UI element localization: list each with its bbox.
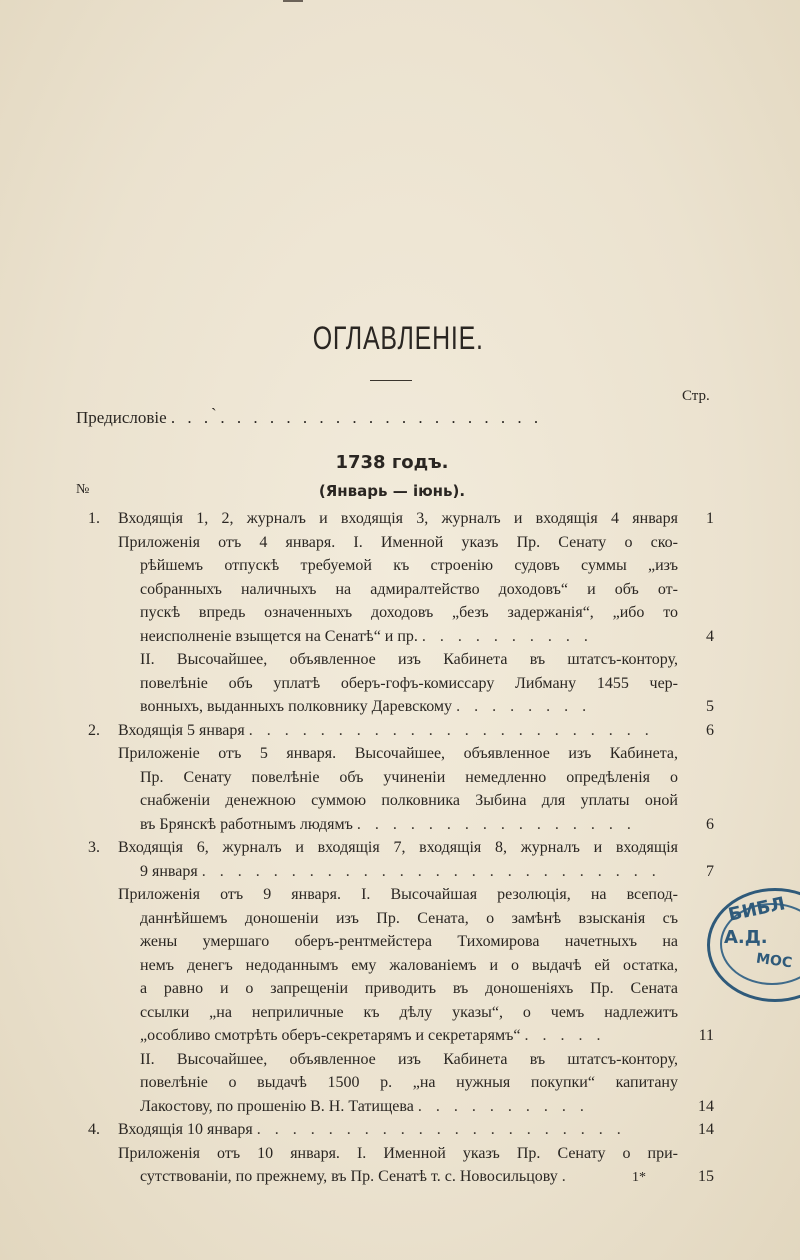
toc-page-number: 15 (698, 1168, 714, 1185)
toc-row (0, 648, 800, 672)
toc-entry-text (140, 813, 678, 837)
toc-entry-text-content: Входящія 10 января (118, 1121, 253, 1138)
toc-entry-text (140, 766, 678, 790)
toc-row[interactable] (0, 813, 800, 837)
toc-row (0, 531, 800, 555)
toc-row (0, 1001, 800, 1025)
toc-row[interactable] (0, 719, 800, 743)
toc-row (0, 1142, 800, 1166)
preface-leader: . . . ̀. . . . . . . . . . . . . . . . . . . . (170, 408, 543, 427)
toc-entry-text (118, 836, 678, 860)
toc-entry-text-content: Приложеніе отъ 5 января. Высочайшее, объявленное изъ Кабинета, (118, 745, 678, 762)
toc-entry-text (140, 860, 678, 884)
toc-entry-text-content: неисполненіе взыщется на Сенатѣ“ и пр. (140, 627, 418, 645)
top-edge-mark (283, 0, 303, 8)
page-title: ОГЛАВЛЕНІЕ. (312, 320, 484, 356)
toc-entry-text-content: а равно и о запрещеніи приводить въ доношеніяхъ Пр. Сената (140, 980, 678, 997)
toc-entry-text (140, 907, 678, 931)
toc-entry-text (140, 1048, 678, 1072)
toc-entry-text-content: рѣйшемъ отпускѣ требуемой къ строенію судовъ суммы „изъ (140, 557, 678, 574)
toc-entry-text-content: II. Высочайшее, объявленное изъ Кабинета въ штатсъ-контору, (140, 651, 678, 668)
toc-entry-text (118, 883, 678, 907)
toc-row (0, 672, 800, 696)
stamp-text-line-3: МОС (755, 950, 794, 972)
toc-entry-text (140, 578, 678, 602)
toc-entry-text-content: Приложенія отъ 4 января. I. Именной указъ Пр. Сенату о ско- (118, 533, 678, 551)
number-sign-label: № (76, 482, 90, 497)
toc-row[interactable] (0, 1024, 800, 1048)
preface-label: Предисловіе (76, 408, 167, 427)
preface-entry[interactable] (76, 408, 650, 428)
toc-entry-text (118, 1118, 678, 1142)
toc-page-number: 6 (706, 815, 714, 833)
title-rule (370, 380, 412, 381)
section-period-heading: (Январь — іюнь). (318, 482, 466, 500)
toc-entry-number: 4. (88, 1121, 100, 1138)
toc-entry-text (118, 531, 678, 555)
toc-entry-text-content: пускѣ впредь означенныхъ доходовъ „безъ задержанія“, „ибо то (140, 604, 678, 621)
toc-page-number: 6 (706, 721, 714, 739)
table-of-contents (0, 507, 800, 1189)
toc-entry-text-content: даннѣйшемъ доношеніи изъ Пр. Сената, о замѣнѣ взысканія съ (140, 909, 678, 927)
toc-entry-text (140, 977, 678, 1001)
toc-entry-text-content: Входящія 5 января (118, 721, 245, 739)
toc-entry-text-content: Лакостову, по прошенію В. Н. Татищева (140, 1097, 414, 1115)
toc-entry-text-content: Приложенія отъ 9 января. I. Высочайшая резолюція, на всепод- (118, 886, 678, 903)
toc-row (0, 789, 800, 813)
dot-leader: . . . . . . . . (456, 698, 592, 715)
toc-entry-text-content: жены умершаго оберъ-рентмейстера Тихомирова начетныхъ на (140, 933, 678, 950)
toc-row (0, 907, 800, 931)
toc-entry-text-content: II. Высочайшее, объявленное изъ Кабинета въ штатсъ-контору, (140, 1050, 678, 1068)
toc-row (0, 578, 800, 602)
toc-entry-number: 2. (88, 721, 100, 739)
section-year-heading: 1738 годъ. (335, 452, 449, 473)
toc-page-number: 4 (706, 627, 714, 645)
toc-entry-text (118, 507, 678, 531)
toc-entry-text (140, 1024, 678, 1048)
toc-page-number: 1 (706, 510, 714, 527)
toc-page-number: 11 (698, 1027, 714, 1044)
toc-row (0, 1071, 800, 1095)
toc-entry-text (118, 719, 678, 743)
toc-entry-text (140, 954, 678, 978)
toc-row[interactable] (0, 860, 800, 884)
stamp-text-line-2: А.Д. (724, 927, 768, 948)
signature-mark: 1* (632, 1170, 646, 1185)
toc-entry-text (140, 672, 678, 696)
toc-entry-text-content: Приложенія отъ 10 января. I. Именной указъ Пр. Сенату о при- (118, 1144, 678, 1162)
toc-entry-text-content: снабженіи денежною суммою полковника Зыбина для уплаты оной (140, 792, 678, 809)
toc-entry-text-content: „особливо смотрѣть оберъ-секретарямъ и секретарямъ“ (140, 1027, 521, 1044)
toc-row (0, 977, 800, 1001)
toc-entry-text-content: Входящія 6, журналъ и входящія 7, входящія 8, журналъ и входящія (118, 839, 678, 856)
toc-entry-text-content: немъ денегъ недоданнымъ ему жалованіемъ и о выдачѣ ей остатка, (140, 956, 678, 974)
toc-entry-text (118, 742, 678, 766)
toc-entry-text (140, 695, 678, 719)
toc-row (0, 742, 800, 766)
toc-entry-text-content: повелѣніе объ уплатѣ оберъ-гофъ-комиссару Либману 1455 чер- (140, 674, 678, 692)
toc-row (0, 954, 800, 978)
toc-entry-text (140, 648, 678, 672)
toc-entry-number: 1. (88, 510, 100, 527)
dot-leader: . . . . . . . . . . . . . . . . (356, 815, 636, 833)
toc-entry-text (140, 1165, 678, 1189)
toc-entry-text (140, 625, 678, 649)
toc-row[interactable] (0, 625, 800, 649)
toc-row (0, 836, 800, 860)
toc-row (0, 1048, 800, 1072)
toc-entry-text (118, 1142, 678, 1166)
toc-row (0, 930, 800, 954)
toc-entry-text-content: Входящія 1, 2, журналъ и входящія 3, журналъ и входящія 4 января (118, 510, 678, 527)
dot-leader: . . . . . . . . . . . . . . . . . . . . . . . . . . (201, 862, 661, 880)
toc-row (0, 883, 800, 907)
toc-page-number: 5 (706, 698, 714, 715)
toc-entry-text (140, 1095, 678, 1119)
toc-row (0, 601, 800, 625)
toc-entry-text-content: собранныхъ наличныхъ на адмиралтейство доходовъ“ и объ от- (140, 580, 678, 598)
toc-page-number: 14 (698, 1121, 714, 1138)
toc-entry-text-content: 9 января (140, 862, 198, 880)
dot-leader: . (561, 1168, 571, 1185)
dot-leader: . . . . . . . . . . . . . . . . . . . . . (256, 1121, 626, 1138)
toc-row (0, 554, 800, 578)
toc-entry-text-content: ссылки „на неприличные къ дѣлу указы“, о чемъ надлежитъ (140, 1003, 678, 1021)
dot-leader: . . . . . . . . . . (417, 1097, 589, 1115)
dot-leader: . . . . . . . . . . (421, 627, 593, 645)
toc-entry-text-content: вонныхъ, выданныхъ полковнику Даревскому (140, 698, 453, 715)
toc-row[interactable] (0, 1118, 800, 1142)
toc-entry-text (140, 554, 678, 578)
toc-entry-text (140, 1071, 678, 1095)
toc-entry-number: 3. (88, 839, 100, 856)
toc-entry-text-content: сутствованіи, по прежнему, въ Пр. Сенатѣ т. с. Новосильцову (140, 1168, 558, 1185)
toc-page-number: 7 (706, 862, 714, 880)
toc-row[interactable] (0, 1165, 800, 1189)
toc-row[interactable] (0, 695, 800, 719)
toc-entry-text (140, 789, 678, 813)
toc-row[interactable] (0, 507, 800, 531)
toc-entry-text-content: Пр. Сенату повелѣніе объ учиненіи немедленно опредѣленія о (140, 768, 678, 786)
toc-row[interactable] (0, 1095, 800, 1119)
toc-entry-text (140, 601, 678, 625)
dot-leader: . . . . . . . . . . . . . . . . . . . . . . . (248, 721, 654, 739)
toc-entry-text-content: повелѣніе о выдачѣ 1500 р. „на нужныя покупки“ капитану (140, 1074, 678, 1091)
toc-entry-text (140, 1001, 678, 1025)
page-column-label: Стр. (682, 388, 710, 404)
dot-leader: . . . . . (524, 1027, 606, 1044)
toc-page-number: 14 (698, 1097, 714, 1115)
stamp-text-line-1: БИБЛ (726, 893, 788, 926)
toc-row (0, 766, 800, 790)
toc-entry-text-content: въ Брянскѣ работнымъ людямъ (140, 815, 353, 833)
toc-entry-text (140, 930, 678, 954)
